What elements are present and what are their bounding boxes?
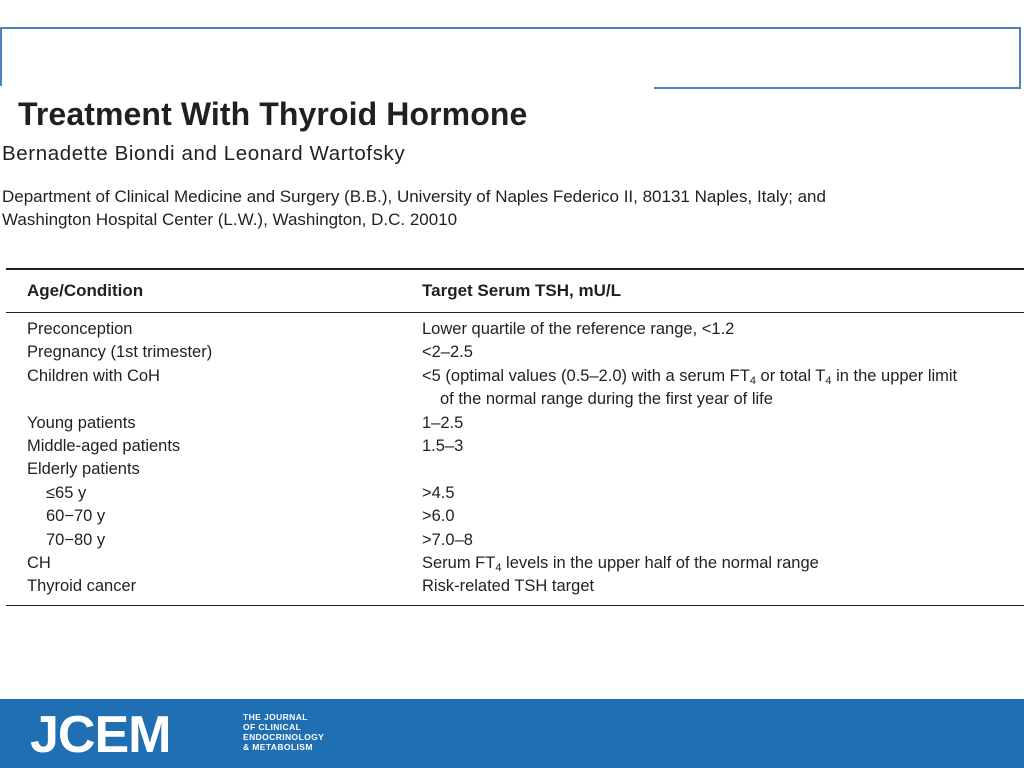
table-row xyxy=(6,435,1024,458)
target-cell xyxy=(422,365,1024,412)
condition-cell: Young patients xyxy=(27,413,136,432)
target-cell: >7.0–8 xyxy=(422,530,473,549)
table-row xyxy=(6,575,1024,598)
condition-cell: Thyroid cancer xyxy=(27,577,137,596)
target-cell: Serum $FT_4$ levels in the upper half of the normal range xyxy=(422,554,819,575)
condition-cell: Children with CoH xyxy=(27,366,160,385)
condition-cell: Middle-aged patients xyxy=(27,437,181,456)
journal-name: THE JOURNAL OF CLINICAL ENDOCRINOLOGY & METABOLISM xyxy=(243,712,325,752)
table-body xyxy=(6,313,1024,605)
table-row xyxy=(6,341,1024,364)
table-row xyxy=(6,318,1024,341)
column-header-condition: Age/Condition xyxy=(27,281,144,300)
journal-footer-banner xyxy=(0,699,1024,768)
condition-cell: 70−80 y xyxy=(46,530,106,549)
condition-cell: Elderly patients xyxy=(27,460,140,479)
table-row xyxy=(6,529,1024,552)
table-row xyxy=(6,482,1024,505)
table-row xyxy=(6,458,1024,481)
condition-cell: ≤65 y xyxy=(46,483,87,502)
affiliation-line: Department of Clinical Medicine and Surgery (B.B.), University of Naples Federico II, 80131 Naples, Italy; and xyxy=(2,187,826,206)
condition-cell: Preconception xyxy=(27,320,133,338)
affiliation-line: Washington Hospital Center (L.W.), Washington, D.C. 20010 xyxy=(2,210,458,229)
target-cell: >4.5 xyxy=(422,483,455,502)
table-header-row xyxy=(6,270,1024,312)
target-cell: 1–2.5 xyxy=(422,413,464,432)
table-bottom-rule xyxy=(6,605,1024,606)
table-row xyxy=(6,365,1024,412)
tsh-target-table xyxy=(6,268,1024,606)
target-cell: 1.5–3 xyxy=(422,437,464,456)
table-row xyxy=(6,505,1024,528)
target-cell: <2–2.5 xyxy=(422,343,473,362)
paper-authors: Bernadette Biondi and Leonard Wartofsky xyxy=(2,142,406,165)
target-cell: Risk-related TSH target xyxy=(422,577,595,596)
target-line-2: of the normal range during the first year of life xyxy=(440,390,773,409)
condition-cell: CH xyxy=(27,554,51,573)
column-header-target: Target Serum TSH, mU/L xyxy=(422,281,621,300)
title-placeholder-box[interactable] xyxy=(0,27,1021,89)
paper-title: Treatment With Thyroid Hormone xyxy=(18,96,528,132)
condition-cell: 60−70 y xyxy=(46,507,106,526)
table-row xyxy=(6,412,1024,435)
target-cell: >6.0 xyxy=(422,507,455,526)
target-cell xyxy=(422,458,1024,481)
jcem-logo: JCEM xyxy=(30,706,171,764)
table-row xyxy=(6,552,1024,575)
condition-cell: Pregnancy (1st trimester) xyxy=(27,343,213,362)
paper-affiliation xyxy=(2,185,1002,231)
target-line-1: <5 (optimal values (0.5–2.0) with a serum $FT_4$ or total $T_4$ in the upper limit xyxy=(422,366,958,387)
target-cell: Lower quartile of the reference range, <1.2 xyxy=(422,320,735,338)
